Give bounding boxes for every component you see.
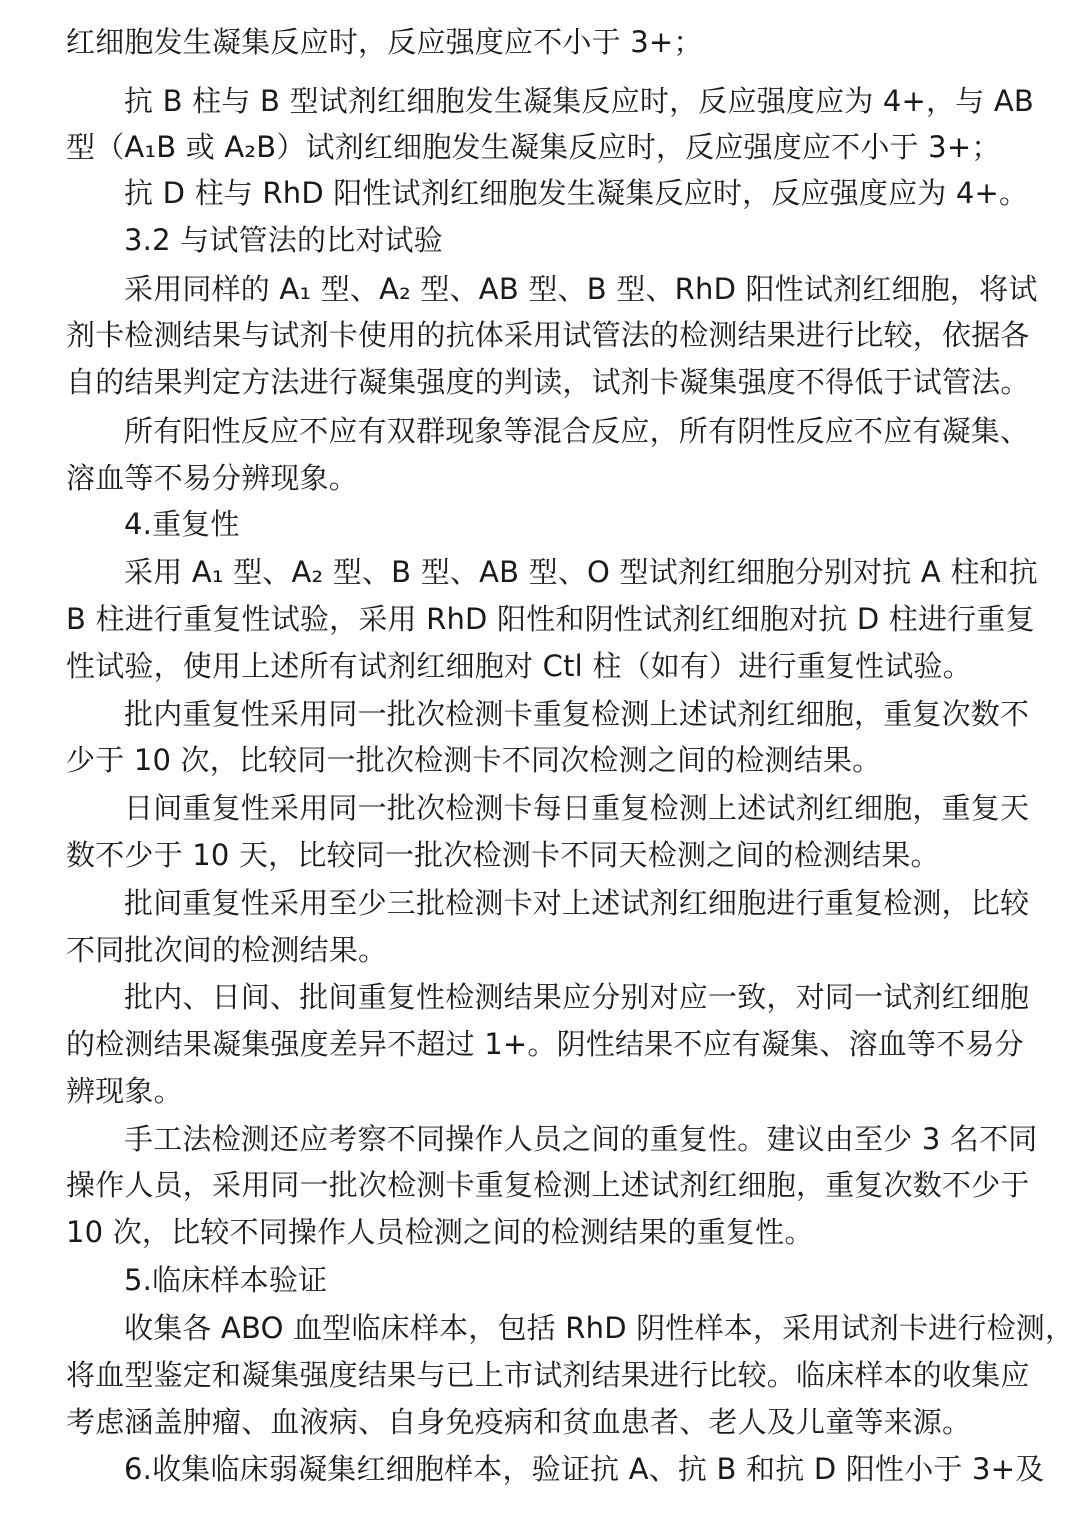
text-line: 日间重复性采用同一批次检测卡每日重复检测上述试剂红细胞，重复天 [124,791,1030,825]
text-line: 操作人员，采用同一批次检测卡重复检测上述试剂红细胞，重复次数不少于 [66,1168,1030,1202]
text-line: 手工法检测还应考察不同操作人员之间的重复性。建议由至少 3 名不同 [124,1122,1038,1156]
text-line: 考虑涵盖肿瘤、血液病、自身免疫病和贫血患者、老人及儿童等来源。 [66,1405,972,1439]
text-line: 少于 10 次，比较同一批次检测卡不同次检测之间的检测结果。 [66,743,882,777]
text-line: 抗 B 柱与 B 型试剂红细胞发生凝集反应时，反应强度应为 4+，与 AB [124,84,1034,118]
text-line: 自的结果判定方法进行凝集强度的判读，试剂卡凝集强度不得低于试管法。 [66,365,1030,399]
text-line: 数不少于 10 天，比较同一批次检测卡不同天检测之间的检测结果。 [66,838,940,872]
text-line: 不同批次间的检测结果。 [66,933,388,967]
text-line: 抗 D 柱与 RhD 阳性试剂红细胞发生凝集反应时，反应强度应为 4+。 [124,176,1029,210]
text-line: 溶血等不易分辨现象。 [66,461,359,495]
text-line: 的检测结果凝集强度差异不超过 1+。阴性结果不应有凝集、溶血等不易分 [66,1027,1024,1061]
text-line: 将血型鉴定和凝集强度结果与已上市试剂结果进行比较。临床样本的收集应 [66,1358,1030,1392]
section-heading: 4.重复性 [124,507,240,541]
section-heading: 3.2 与试管法的比对试验 [124,223,443,257]
text-line: 所有阳性反应不应有双群现象等混合反应，所有阴性反应不应有凝集、 [124,414,1030,448]
section-heading: 5.临床样本验证 [124,1263,328,1297]
text-line: 6.收集临床弱凝集红细胞样本，验证抗 A、抗 B 和抗 D 阳性小于 3+及 [124,1452,1045,1486]
text-line: 采用同样的 A₁ 型、A₂ 型、AB 型、B 型、RhD 阳性试剂红细胞，将试 [124,272,1038,306]
text-line: 红细胞发生凝集反应时，反应强度应不小于 3+； [66,25,703,59]
text-line: 批间重复性采用至少三批检测卡对上述试剂红细胞进行重复检测，比较 [124,886,1030,920]
text-line: 剂卡检测结果与试剂卡使用的抗体采用试管法的检测结果进行比较，依据各 [66,318,1030,352]
text-line: 辨现象。 [66,1074,183,1108]
text-line: 性试验，使用上述所有试剂红细胞对 Ctl 柱（如有）进行重复性试验。 [66,649,972,683]
text-line: 采用 A₁ 型、A₂ 型、B 型、AB 型、O 型试剂红细胞分别对抗 A 柱和抗 [124,555,1038,589]
text-line: 10 次，比较不同操作人员检测之间的检测结果的重复性。 [66,1215,814,1249]
text-line: 型（A₁B 或 A₂B）试剂红细胞发生凝集反应时，反应强度应不小于 3+； [66,130,1001,164]
text-line: 收集各 ABO 血型临床样本，包括 RhD 阴性样本，采用试剂卡进行检测， [124,1311,1075,1345]
text-line: 批内重复性采用同一批次检测卡重复检测上述试剂红细胞，重复次数不 [124,697,1030,731]
text-line: 批内、日间、批间重复性检测结果应分别对应一致，对同一试剂红细胞 [124,980,1030,1014]
text-line: B 柱进行重复性试验，采用 RhD 阳性和阴性试剂红细胞对抗 D 柱进行重复 [66,602,1035,636]
